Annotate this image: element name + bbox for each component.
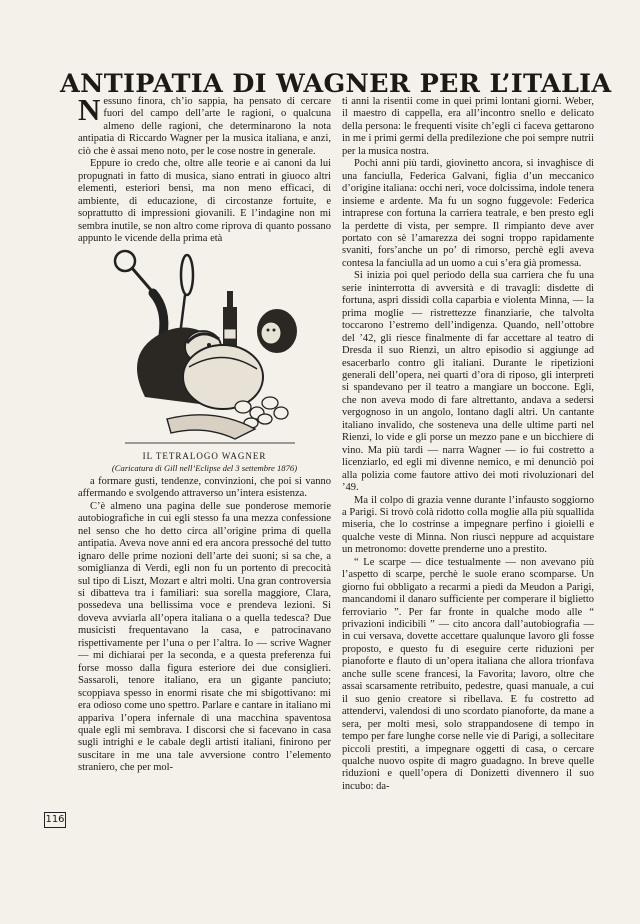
paragraph: Eppure io credo che, oltre alle teorie e ai canoni da lui propugnati in fatto di musica, siano entrati in giuoco altri elementi, esteriori bensì, ma non meno efficaci, di ambiente, di educazione, di circostanze fortuite, e soprattutto di impressioni giovanili. E l’indagine non mi sembra inutile, se non altro come riprova di quanto possano appunto le vicende della prima età xyxy=(78,158,331,244)
paragraph: Si inizia poi quel periodo della sua carriera che fu una serie ininterrotta di avversità e di travagli: disdette di fortuna, aspri dissidi colla caparbia e violenta Minna, — la prima moglie — ristrettezze finanziarie, che talvolta toccarono l’estremo dell’indigenza. Quando, nell’ottobre del ’42, gli riesce finalmente di far accettare al teatro di Dresda il suo Rienzi, un altro episodio si aggiunge ad esacerbarlo contro gli italiani. Durante le ripetizioni generali dell’opera, nei quarti d’ora di riposo, gli interpreti si spandevano per il teatro a mangiare un boccone. Egli, che non aveva modo di fare altrettanto, andava a sedersi vergognoso in un angolo, lontano dagli altri. Un cantante italiano invalido, che sosteneva una delle ultime parti nel Rienzi, lo vide e gli porse un mezzo pane e un bicchiere di vino. Ma più tardi — narra Wagner — io fui costretto a licenziarlo, ed egli mi divenne nemico, e mi denunciò poi alla polizia come fautore attivo dei moti rivoluzionari del ’49. xyxy=(342,270,594,494)
drop-cap: N xyxy=(78,92,101,127)
figure-caption-credit: (Caricatura di Gill nell’Eclipse del 3 settembre 1876) xyxy=(111,462,298,473)
paragraph: C’è almeno una pagina delle sue ponderose memorie autobiografiche in cui egli stesso fa una mezza confessione nel senso che ho detto circa all’origine prima di quella antipatia. Aveva nove anni ed era ancora pressoché del tutto ignaro delle prime nozioni dell’arte dei suoni; si sa che, a somiglianza di Verdi, egli non fu un portento di precocità sul tipo di Liszt, Mozart e altri molti. Una gran controversia si dibatteva tra i familiari: sua sorella maggiore, Clara, possedeva una bellissima voce e prendeva lezioni. Si doveva avviarla all’opera italiana o a quella tedesca? Due musicisti frequentavano la casa, e patrocinavano rispettivamente per l’una o per l’altra. Io — scrive Wagner — mi dichiarai per la seconda, e a questa preferenza fui forse mosso dalla figura esteriore dei due consiglieri. Sassaroli, tenore italiano, era un gigante panciuto; scoppiava spesso in enormi risate che mi sbigottivano: mi era odioso come uno spettro. Parlare e cantare in italiano mi appariva l’opera infernale di una macchina spaventosa quale egli mi sembrava. I discorsi che si facevano in casa sugli intrighi e le cabale degli artisti italiani, finirono per suscitare in me una tale avversione contro l’elemento straniero, che per mol- xyxy=(78,500,331,774)
paragraph: Ma il colpo di grazia venne durante l’infausto soggiorno a Parigi. Si trovò colà ridotto colla moglie alla più squallida miseria, che lo costrinse a impegnare perfino i gioielli e qualche veste di Minna. Non riuscì neppure ad acquistare un metronomo: dovette prenderne uno a prestito. xyxy=(342,494,594,556)
paragraph: ti anni la risentii come in quei primi lontani giorni. Weber, il maestro di cappella, era all’incontro snello e delicato della persona: le frequenti visite ch’egli ci faceva gettarono in me i primi germi della predilezione che poi sempre nutrii per la musica nostra. xyxy=(342,96,594,157)
caricature-figure xyxy=(78,247,331,473)
paragraph: Pochi anni più tardi, giovinetto ancora, si invaghisce di una fanciulla, Federica Galvani, figlia d’un meccanico d’origine italiana: occhi neri, voce dolcissima, indole tenera insieme e ardente. Ma fu un sogno fuggevole: Federica intraprese con fortuna la carriera teatrale, e ben presto egli la perdette di vista, per sempre. Il rimpianto deve aver portato con sè l’amarezza dei sogni troppo rapidamente svaniti, fors’anche un po’ di rimorso, perchè egli aveva contesa la fanciulla ad un uomo a cui s’era già promessa. xyxy=(342,158,594,269)
figure-caption-title: IL TETRALOGO WAGNER xyxy=(142,451,267,462)
caricature-illustration xyxy=(105,247,305,447)
paragraph-text: essuno finora, ch’io sappia, ha pensato di cercare fuori del campo dell’arte le ragioni, o qualcuna almeno delle ragioni, che determinarono la nota antipatia di Riccardo Wagner per la musica italiana, e anzi, ciò che è assai meno noto, per le cose nostre in generale. xyxy=(78,96,331,157)
right-column xyxy=(342,96,594,793)
article-title: ANTIPATIA DI WAGNER PER L’ITALIA xyxy=(60,69,612,100)
paragraph: “ Le scarpe — dice testualmente — non avevano più l’aspetto di scarpe, perchè le suole erano scomparse. Un giorno fui obbligato a recarmi a piedi da Meudon a Parigi, mancandomi il danaro sufficiente per comperare il biglietto ferroviario ”. Per far fronte in qualche modo alle “ privazioni indicibili ” — cito ancora dall’autobiografia — in cui versava, dovette accettare qualunque lavoro gli fosse proposto, e questo fu di eseguire certe riduzioni per pianoforte e flauto di un’opera italiana che allora trionfava anche sulle scene francesi, la Favorita; lavoro, oltre che assai scarsamente retribuito, pedestre, quasi manuale, a cui il suo genio creatore si ribellava. E fu costretto ad attendervi, valendosi di uno scordato pianoforte, da mane a sera, per molti mesi, solo strappandosene di tempo in tempo per fare lunghe corse nelle vie di Parigi, a sollecitare piccoli prestiti, a impegnare oggetti di casa, o cercare qualche nuovo ospite di magro guadagno. In breve quelle riduzioni e quell’opera di Donizetti divennero il suo incubo: da- xyxy=(342,556,594,792)
page-number: 116 xyxy=(44,812,66,828)
left-column xyxy=(78,92,331,775)
intro-paragraph xyxy=(78,92,331,158)
paragraph: a formare gusti, tendenze, convinzioni, che poi si vanno affermando e svolgendo attraverso un’intera esistenza. xyxy=(78,475,331,500)
